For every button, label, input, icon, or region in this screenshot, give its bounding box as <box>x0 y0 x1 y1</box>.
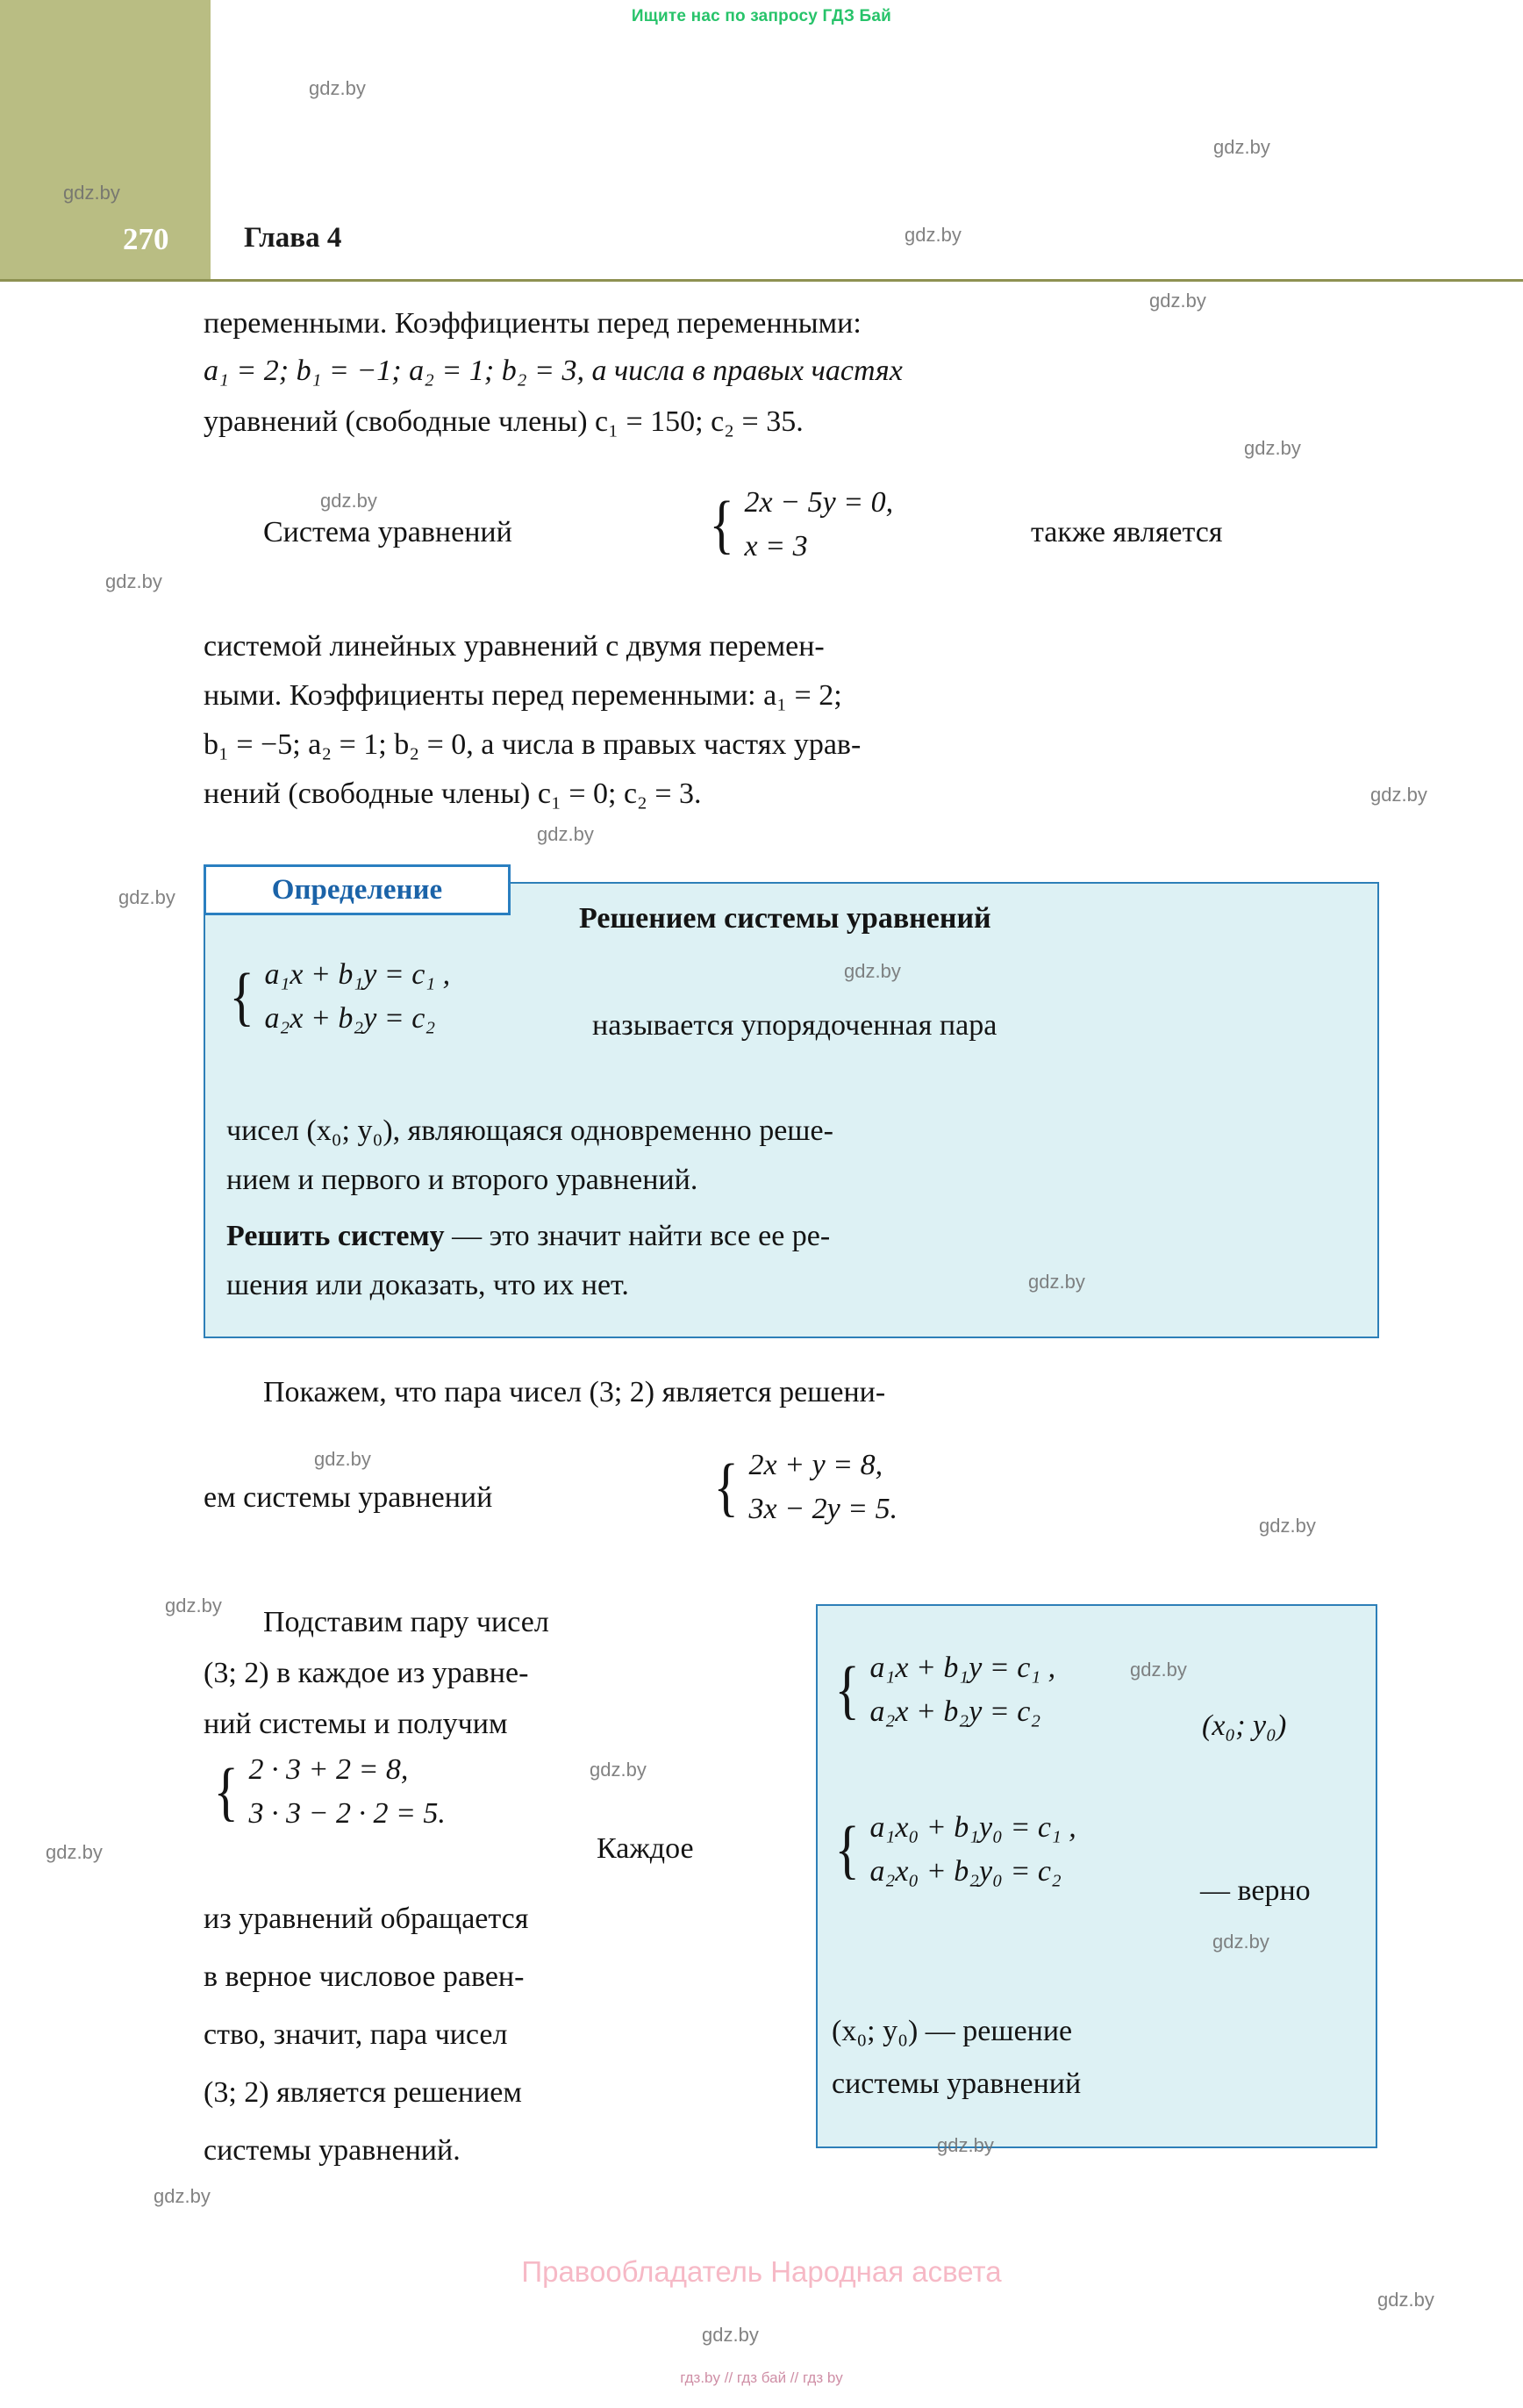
aside-system1-row-1: a₁x + b₁y = c₁ , <box>869 1652 1056 1684</box>
paragraph-coefficients-line2 <box>204 348 1379 395</box>
watermark-text: gdz.by <box>1370 784 1427 806</box>
watermark-text: gdz.by <box>590 1759 647 1781</box>
paragraph-coefficients-line1: переменными. Коэффициенты перед переменными: <box>204 307 862 340</box>
example-line2-lead: ем системы уравнений <box>204 1481 493 1514</box>
definition-system-row-1: a₁x + b₁y = c₁ , <box>264 958 451 991</box>
definition-title: Решением системы уравнений <box>579 902 991 935</box>
explanation-line4: из уравнений обращается <box>204 1903 529 1935</box>
brace-system <box>211 1748 446 1836</box>
promo-banner: Ищите нас по запросу ГДЗ Бай <box>631 7 892 25</box>
paragraph-linear-system-line1: системой линейных уравнений с двумя перемен- <box>204 630 825 663</box>
aside-system2-row-2: a₂x₀ + b₂y₀ = c₂ <box>869 1855 1062 1888</box>
definition-system <box>226 953 450 1041</box>
explanation-line8: системы уравнений. <box>204 2134 461 2167</box>
watermark-text: gdz.by <box>1212 1931 1269 1953</box>
aside-system-substituted <box>832 1806 1076 1894</box>
definition-solve-line2: шения или доказать, что их нет. <box>226 1269 629 1301</box>
explanation-kazhdoe: Каждое <box>597 1832 694 1865</box>
explanation-line1: Подставим пару чисел <box>263 1606 549 1638</box>
definition-label: Определение <box>204 864 511 915</box>
brace-system <box>832 1806 1076 1894</box>
watermark-text: gdz.by <box>1130 1659 1187 1681</box>
chapter-title: Глава 4 <box>244 222 342 254</box>
watermark-text: gdz.by <box>46 1841 103 1863</box>
watermark-text: gdz.by <box>63 182 120 204</box>
header-color-band <box>0 0 211 281</box>
watermark-text: gdz.by <box>702 2324 759 2346</box>
brace-icon: { <box>713 1451 739 1523</box>
explanation-system-row-1: 2 · 3 + 2 = 8, <box>248 1753 409 1786</box>
watermark-text: gdz.by <box>1149 290 1206 312</box>
copyright-owner: Правообладатель Народная асвета <box>521 2255 1002 2288</box>
footer-links: гдз.by // гдз бай // гдз by <box>680 2369 843 2386</box>
watermark-text: gdz.by <box>1213 136 1270 158</box>
definition-bold-phrase: Решить систему <box>226 1220 445 1252</box>
definition-solve-line <box>226 1213 1358 1260</box>
aside-system2-row-1: a₁x₀ + b₁y₀ = c₁ , <box>869 1811 1076 1844</box>
watermark-text: gdz.by <box>118 886 175 908</box>
brace-icon: { <box>213 1755 239 1828</box>
header-divider-rule <box>0 279 1523 282</box>
example-system-row-2: 3x − 2y = 5. <box>748 1493 898 1525</box>
brace-icon: { <box>834 1813 860 1886</box>
brace-system <box>711 1444 897 1531</box>
watermark-text: gdz.by <box>1028 1271 1085 1293</box>
watermark-text: gdz.by <box>105 570 162 592</box>
explanation-line3: ний системы и получим <box>204 1708 508 1740</box>
watermark-text: gdz.by <box>937 2134 994 2156</box>
watermark-text: gdz.by <box>154 2185 211 2207</box>
aside-system1-row-2: a₂x + b₂y = c₂ <box>869 1695 1041 1728</box>
explanation-system-row-2: 3 · 3 − 2 · 2 = 5. <box>248 1797 446 1830</box>
definition-solve-rest: — это значит найти все ее ре- <box>452 1220 831 1252</box>
system-example-1 <box>706 481 893 569</box>
explanation-line2: (3; 2) в каждое из уравне- <box>204 1657 529 1689</box>
system-row-1: 2x − 5y = 0, <box>744 486 894 519</box>
explanation-line5: в верное числовое равен- <box>204 1960 525 1993</box>
aside-conclusion-line1: (x₀; y₀) — решение <box>832 2015 1073 2047</box>
brace-icon: { <box>229 960 254 1033</box>
paragraph-linear-system-line2: ными. Коэффициенты перед переменными: a₁ = 2; <box>204 679 842 712</box>
coefficients-values: a₁ = 2; b₁ = −1; a₂ = 1; b₂ = 3, а числа в правых частях <box>204 355 903 387</box>
brace-system <box>706 481 893 569</box>
watermark-text: gdz.by <box>844 960 901 982</box>
watermark-text: gdz.by <box>905 224 962 246</box>
aside-system-general <box>832 1646 1055 1734</box>
watermark-text: gdz.by <box>320 490 377 512</box>
brace-system <box>832 1646 1055 1734</box>
example-system <box>711 1444 897 1531</box>
explanation-line7: (3; 2) является решением <box>204 2076 522 2109</box>
page-number: 270 <box>123 222 169 256</box>
watermark-text: gdz.by <box>165 1595 222 1616</box>
watermark-text: gdz.by <box>1244 437 1301 459</box>
definition-text-line1: называется упорядоченная пара <box>592 1009 997 1042</box>
brace-system <box>226 953 450 1041</box>
paragraph-linear-system-line3: b₁ = −5; a₂ = 1; b₂ = 0, а числа в правых частях урав- <box>204 728 862 761</box>
example-system-row-1: 2x + y = 8, <box>748 1449 883 1481</box>
watermark-text: gdz.by <box>537 823 594 845</box>
system-row-2: x = 3 <box>744 530 808 563</box>
definition-text-line3: нием и первого и второго уравнений. <box>226 1164 698 1196</box>
example-line1: Покажем, что пара чисел (3; 2) является решени- <box>263 1376 886 1408</box>
explanation-line6: ство, значит, пара чисел <box>204 2018 508 2051</box>
brace-icon: { <box>834 1653 860 1726</box>
explanation-system <box>211 1748 446 1836</box>
watermark-text: gdz.by <box>309 77 366 99</box>
watermark-text: gdz.by <box>1377 2289 1434 2311</box>
watermark-text: gdz.by <box>314 1448 371 1470</box>
paragraph-coefficients-line3: уравнений (свободные члены) c₁ = 150; c₂ = 35. <box>204 405 804 438</box>
paragraph-linear-system-line4: нений (свободные члены) c₁ = 0; c₂ = 3. <box>204 778 702 810</box>
definition-system-row-2: a₂x + b₂y = c₂ <box>264 1002 436 1035</box>
aside-ordered-pair: (x₀; y₀) <box>1202 1709 1287 1742</box>
brace-icon: { <box>709 488 734 561</box>
aside-conclusion-line2: системы уравнений <box>832 2068 1082 2100</box>
aside-verno: — верно <box>1200 1874 1311 1907</box>
definition-text-line2: чисел (x₀; y₀), являющаяся одновременно реше- <box>226 1114 833 1147</box>
watermark-text: gdz.by <box>1259 1515 1316 1537</box>
system-example-tail: также является <box>1031 516 1223 548</box>
system-example-lead: Система уравнений <box>263 516 512 548</box>
